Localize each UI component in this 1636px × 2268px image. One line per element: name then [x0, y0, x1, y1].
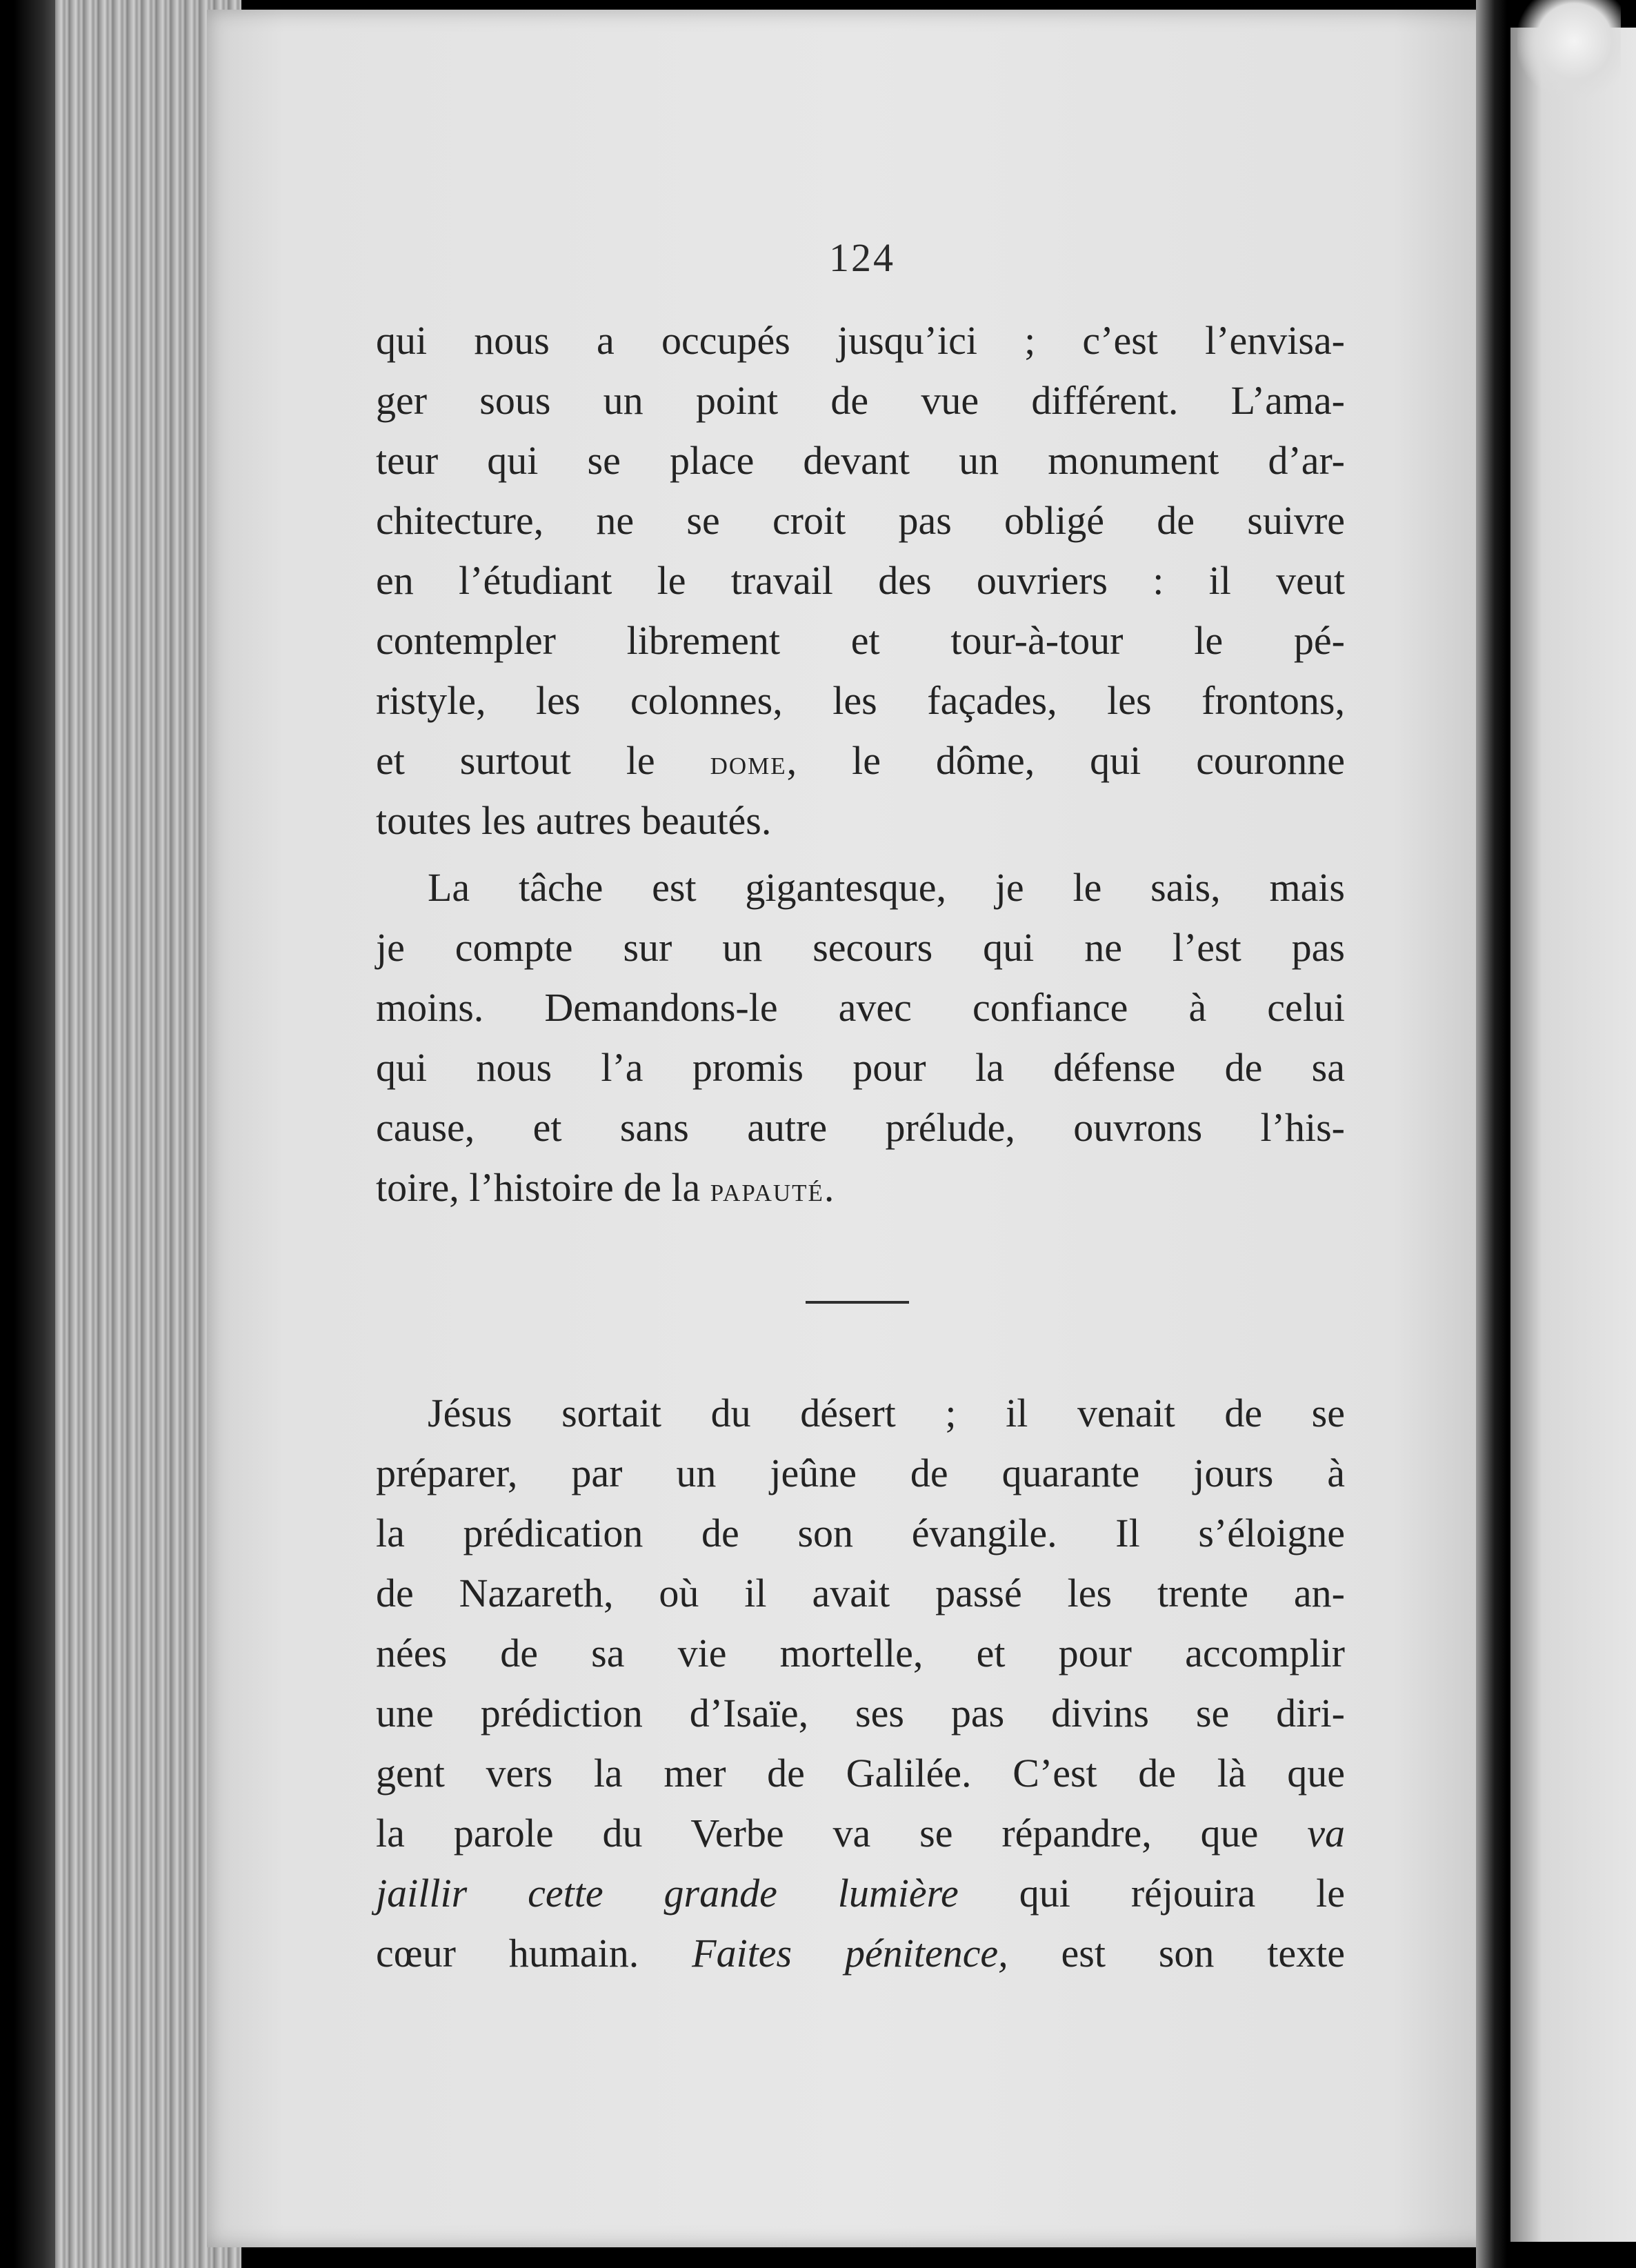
text-line: qui nous l’a promis pour la défense de sa	[376, 1045, 1345, 1090]
text-fragment: la parole du Verbe va se répandre, que	[376, 1811, 1308, 1856]
text-line: qui nous a occupés jusqu’ici ; c’est l’envisa-	[376, 318, 1345, 363]
italic-phrase: Faites pénitence,	[692, 1931, 1008, 1976]
text-line	[376, 1803, 1345, 1863]
text-fragment: est son texte	[1008, 1931, 1345, 1976]
text-section-1	[376, 310, 1345, 1217]
text-line: Jésus sortait du désert ; il venait de se	[428, 1391, 1345, 1435]
page-number: 124	[829, 235, 895, 280]
text-line: préparer, par un jeûne de quarante jours à	[376, 1451, 1345, 1495]
text-line: cause, et sans autre prélude, ouvrons l’his-	[376, 1105, 1345, 1150]
text-line: nées de sa vie mortelle, et pour accomplir	[376, 1631, 1345, 1675]
text-line: de Nazareth, où il avait passé les trente an-	[376, 1571, 1345, 1615]
paragraph-gap	[376, 850, 1345, 857]
text-fragment: cœur humain.	[376, 1931, 692, 1976]
text-fragment: .	[824, 1165, 835, 1210]
small-caps-word: dome	[710, 743, 787, 782]
text-line: toutes les autres beautés.	[376, 798, 772, 843]
text-line: en l’étudiant le travail des ouvriers : il veut	[376, 558, 1345, 603]
section-separator	[806, 1301, 909, 1304]
text-line: ger sous un point de vue différent. L’ama-	[376, 378, 1345, 423]
text-line: chitecture, ne se croit pas obligé de suivre	[376, 498, 1345, 543]
facing-page-edge	[1510, 28, 1636, 2242]
text-line: ristyle, les colonnes, les façades, les frontons,	[376, 678, 1345, 723]
text-line	[376, 1157, 1345, 1217]
text-fragment: toire, l’histoire de la	[376, 1165, 710, 1210]
text-line: une prédiction d’Isaïe, ses pas divins se diri-	[376, 1691, 1345, 1735]
text-line	[376, 1923, 1345, 1983]
text-line	[376, 1863, 1345, 1923]
text-line: La tâche est gigantesque, je le sais, mais	[428, 865, 1345, 910]
book-gutter-shadow	[1476, 0, 1507, 2268]
text-line: la prédication de son évangile. Il s’éloigne	[376, 1511, 1345, 1555]
text-line: moins. Demandons-le avec confiance à celui	[376, 985, 1345, 1030]
text-line: je compte sur un secours qui ne l’est pas	[376, 925, 1345, 970]
text-line	[376, 730, 1345, 790]
italic-word: va	[1307, 1811, 1345, 1856]
text-fragment: et surtout le	[376, 738, 710, 783]
text-line: gent vers la mer de Galilée. C’est de là que	[376, 1751, 1345, 1796]
text-fragment: , le dôme, qui couronne	[786, 738, 1345, 783]
italic-phrase: jaillir cette grande lumière	[376, 1871, 959, 1916]
text-section-2	[376, 1383, 1345, 1983]
small-caps-word: papauté	[710, 1170, 824, 1208]
text-fragment: qui réjouira le	[958, 1871, 1345, 1916]
text-line: contempler librement et tour-à-tour le pé-	[376, 618, 1345, 663]
torn-corner	[1517, 0, 1621, 103]
text-line: teur qui se place devant un monument d’ar-	[376, 438, 1345, 483]
